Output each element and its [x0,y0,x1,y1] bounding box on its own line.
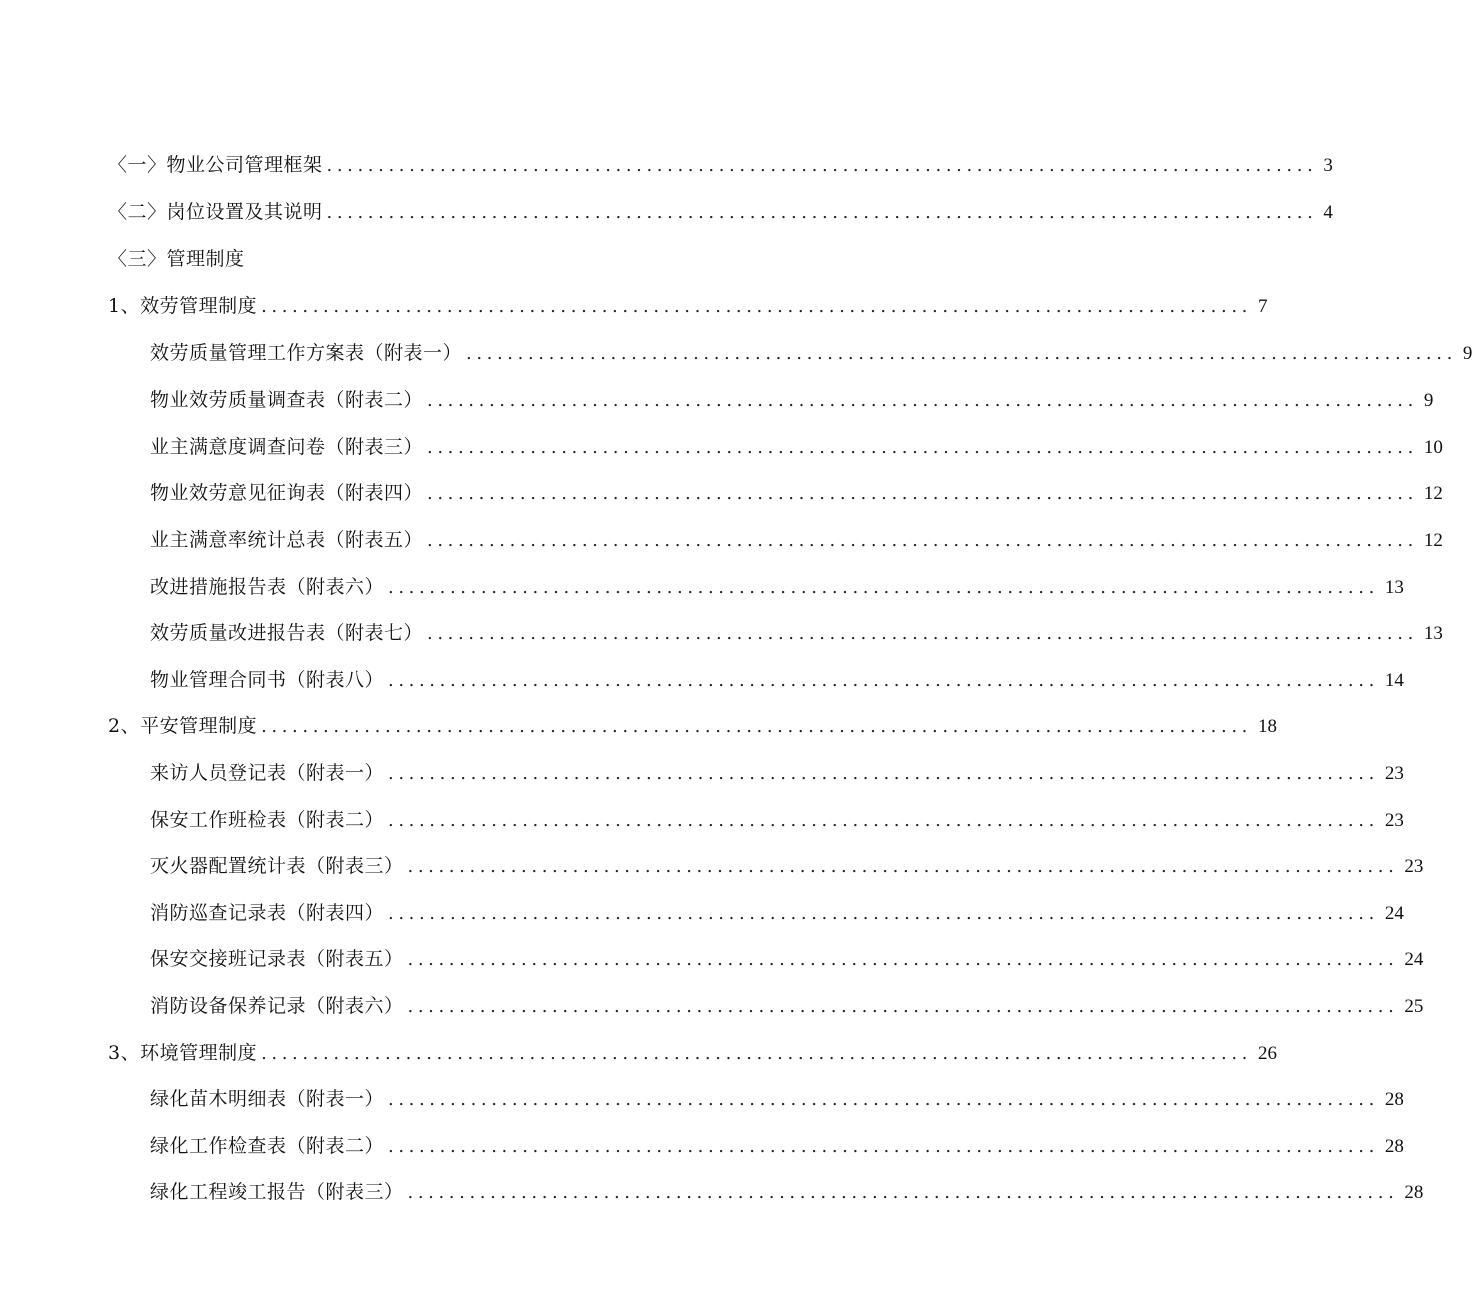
toc-dot-leader: ................................................................................................ [326,202,1318,223]
toc-entry-title: 1、效劳管理制度 [108,295,258,317]
toc-entry-satisfaction-questionnaire[interactable] [150,432,1443,462]
toc-page-number: 28 [1384,1089,1404,1110]
toc-dot-leader: ................................................................................................ [407,1182,1399,1203]
toc-page-number: 18 [1257,716,1277,737]
toc-page-number: 25 [1404,996,1424,1017]
toc-entry-service-survey[interactable] [150,385,1434,415]
toc-entry-title: 来访人员登记表（附表一） [150,762,385,784]
toc-entry-extinguisher-stats[interactable] [150,851,1424,881]
toc-entry-title: 绿化工作检查表（附表二） [150,1135,385,1157]
toc-entry-safety-rules[interactable] [108,711,1277,741]
toc-dot-leader: ................................................................................................ [427,530,1418,551]
toc-page-number: 28 [1404,1182,1424,1203]
toc-page-number: 24 [1404,949,1424,970]
toc-page-number: 7 [1257,296,1268,317]
toc-entry-title: 效劳质量改进报告表（附表七） [150,622,424,644]
toc-page-number: 24 [1384,903,1404,924]
toc-page-number: 23 [1404,856,1424,877]
toc-page-number: 23 [1384,810,1404,831]
toc-page-number: 3 [1323,155,1333,176]
toc-page-number: 26 [1257,1043,1277,1064]
toc-entry-title: 业主满意率统计总表（附表五） [150,529,424,551]
toc-entry-fire-equipment-maintenance[interactable] [150,991,1424,1021]
toc-dot-leader: ................................................................................................ [407,996,1399,1017]
toc-page-number: 23 [1384,763,1404,784]
toc-page-number: 28 [1384,1136,1404,1157]
toc-entry-title: 改进措施报告表（附表六） [150,576,385,598]
toc-dot-leader: ................................................................................................ [388,670,1379,691]
toc-entry-title: 物业效劳质量调查表（附表二） [150,389,424,411]
toc-dot-leader: ................................................................................................ [388,763,1379,784]
toc-entry-positions[interactable] [108,197,1333,227]
toc-dot-leader: ................................................................................................ [261,1043,1252,1064]
toc-entry-title: 2、平安管理制度 [108,715,258,737]
toc-entry-greening-inspection[interactable] [150,1131,1404,1161]
toc-entry-environment-rules[interactable] [108,1038,1277,1068]
toc-page-number: 9 [1462,343,1472,364]
toc-dot-leader: ................................................................................................ [427,390,1418,411]
toc-dot-leader: ................................................................................................ [388,1136,1379,1157]
toc-entry-title: 〈一〉物业公司管理框架 [108,154,323,176]
toc-entry-title: 效劳质量管理工作方案表（附表一） [150,342,463,364]
toc-entry-title: 灭火器配置统计表（附表三） [150,855,404,877]
toc-entry-title: 〈三〉管理制度 [108,248,245,270]
toc-dot-leader: ................................................................................................ [407,856,1399,877]
toc-dot-leader: ................................................................................................ [388,577,1379,598]
toc-entry-title: 消防设备保养记录（附表六） [150,995,404,1017]
toc-dot-leader: ................................................................................................ [427,623,1418,644]
toc-entry-title: 物业管理合同书（附表八） [150,669,385,691]
toc-dot-leader: ................................................................................................ [261,716,1252,737]
toc-entry-shift-handover-log[interactable] [150,944,1424,974]
toc-dot-leader: ................................................................................................ [326,155,1318,176]
toc-page-number: 10 [1423,437,1443,458]
toc-entry-opinion-form[interactable] [150,478,1443,508]
toc-entry-satisfaction-summary[interactable] [150,525,1443,555]
toc-entry-service-plan[interactable] [150,338,1472,368]
toc-entry-fire-patrol-log[interactable] [150,898,1404,928]
toc-dot-leader: ................................................................................................ [427,437,1418,458]
toc-entry-title: 物业效劳意见征询表（附表四） [150,482,424,504]
toc-entry-management-rules[interactable] [108,244,728,274]
toc-entry-contract[interactable] [150,665,1404,695]
toc-entry-service-rules[interactable] [108,291,1268,321]
toc-dot-leader: ................................................................................................ [388,1089,1379,1110]
toc-page-number: 12 [1423,483,1443,504]
toc-page-number: 14 [1384,670,1404,691]
toc-entry-title: 业主满意度调查问卷（附表三） [150,436,424,458]
toc-entry-quality-improvement[interactable] [150,618,1443,648]
toc-page-number: 12 [1423,530,1443,551]
toc-entry-title: 绿化工程竣工报告（附表三） [150,1181,404,1203]
toc-entry-title: 3、环境管理制度 [108,1042,258,1064]
toc-entry-greening-completion[interactable] [150,1177,1424,1207]
toc-dot-leader: ................................................................................................ [261,296,1252,317]
toc-dot-leader: ................................................................................................ [388,810,1379,831]
toc-entry-title: 保安交接班记录表（附表五） [150,948,404,970]
toc-page-number: 13 [1384,577,1404,598]
toc-entry-security-shift-check[interactable] [150,805,1404,835]
toc-entry-title: 〈二〉岗位设置及其说明 [108,201,323,223]
toc-entry-title: 保安工作班检表（附表二） [150,809,385,831]
toc-entry-title: 绿化苗木明细表（附表一） [150,1088,385,1110]
toc-page-number: 4 [1323,202,1333,223]
toc-entry-improvement-report[interactable] [150,572,1404,602]
toc-dot-leader: ................................................................................................ [466,343,1457,364]
toc-dot-leader: ................................................................................................ [388,903,1379,924]
toc-entry-title: 消防巡查记录表（附表四） [150,902,385,924]
toc-entry-company-framework[interactable] [108,150,1333,180]
toc-entry-visitor-log[interactable] [150,758,1404,788]
toc-dot-leader: ................................................................................................ [407,949,1399,970]
toc-dot-leader: ................................................................................................ [427,483,1418,504]
toc-page-number: 13 [1423,623,1443,644]
toc-page-number: 9 [1423,390,1434,411]
toc-entry-seedling-list[interactable] [150,1084,1404,1114]
